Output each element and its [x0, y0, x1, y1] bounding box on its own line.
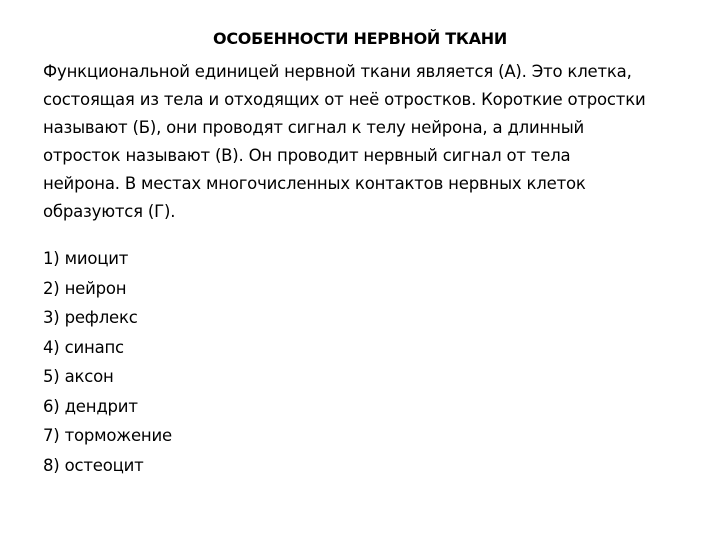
answer-options-list: [43, 244, 443, 480]
task-text-line: образуются (Г).: [43, 202, 176, 221]
task-text: [43, 58, 693, 226]
answer-option: 6) дендрит: [43, 396, 138, 416]
answer-option: 1) миоцит: [43, 249, 129, 268]
answer-option: 2) нейрон: [43, 278, 127, 298]
answer-option: 7) торможение: [43, 426, 172, 445]
task-text-line: отросток называют (В). Он проводит нервный сигнал от тела: [43, 146, 571, 165]
task-text-line: Функциональной единицей нервной ткани является (А). Это клетка,: [43, 62, 632, 81]
task-text-line: нейрона. В местах многочисленных контактов нервных клеток: [43, 174, 586, 193]
answer-option: 4) синапс: [43, 337, 124, 357]
answer-option: 3) рефлекс: [43, 308, 138, 327]
task-text-line: состоящая из тела и отходящих от неё отростков. Короткие отростки: [43, 90, 646, 109]
task-text-line: называют (Б), они проводят сигнал к телу нейрона, а длинный: [43, 118, 585, 137]
slide-title: ОСОБЕННОСТИ НЕРВНОЙ ТКАНИ: [213, 29, 507, 48]
answer-option: 8) остеоцит: [43, 455, 144, 475]
answer-option: 5) аксон: [43, 367, 114, 386]
